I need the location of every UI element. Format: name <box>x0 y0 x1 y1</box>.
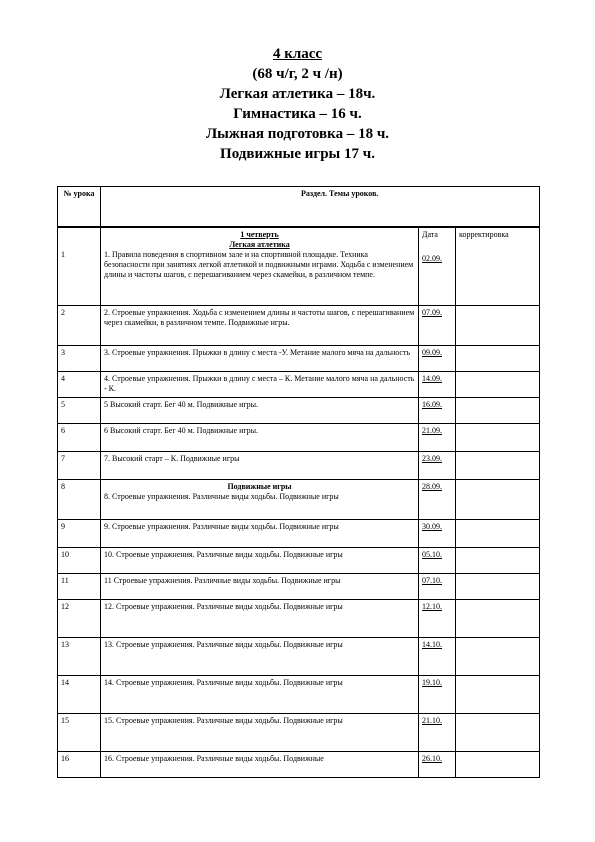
table-row <box>58 306 540 346</box>
correction-cell <box>456 480 540 520</box>
table-row <box>58 424 540 452</box>
lesson-topic-text: 8. Строевые упражнения. Различные виды ходьбы. Подвижные игры <box>104 492 339 501</box>
lesson-topic: 6 Высокий старт. Бег 40 м. Подвижные игры. <box>101 424 419 452</box>
lesson-topic: 14. Строевые упражнения. Различные виды ходьбы. Подвижные игры <box>101 676 419 714</box>
lesson-topic: 13. Строевые упражнения. Различные виды ходьбы. Подвижные игры <box>101 638 419 676</box>
correction-cell <box>456 752 540 778</box>
correction-cell <box>456 452 540 480</box>
grade-title: 4 класс <box>272 46 323 62</box>
lesson-num: 10 <box>58 548 101 574</box>
lesson-topic: 4. Строевые упражнения. Прыжки в длину с места – К. Метание малого мяча на дальность - К. <box>101 372 419 398</box>
gymnastics-hours: Гимнастика – 16 ч. <box>233 106 362 122</box>
lesson-topic-text: 1. Правила поведения в спортивном зале и на спортивной площадке. Техника безопасности при занятиях легкой атлетикой и подвижными играми. Ходьба с изменением длины и частоты шагов, с перешагиванием через скамейки, в различном темпе. <box>104 250 414 279</box>
lesson-num: 12 <box>58 600 101 638</box>
lesson-topic: 7. Высокий старт – К. Подвижные игры <box>101 452 419 480</box>
lesson-date: 28.09. <box>419 480 456 520</box>
lesson-topic: 5 Высокий старт. Бег 40 м. Подвижные игры. <box>101 398 419 424</box>
correction-cell <box>456 676 540 714</box>
lesson-date: 23.09. <box>419 452 456 480</box>
hours-line: (68 ч/г, 2 ч /н) <box>252 66 343 82</box>
correction-header: корректировка <box>456 228 540 306</box>
table-row <box>58 676 540 714</box>
lesson-topic: 15. Строевые упражнения. Различные виды ходьбы. Подвижные игры <box>101 714 419 752</box>
lesson-topic: 12. Строевые упражнения. Различные виды ходьбы. Подвижные игры <box>101 600 419 638</box>
document-header <box>0 44 595 164</box>
lesson-topic: 9. Строевые упражнения. Различные виды ходьбы. Подвижные игры <box>101 520 419 548</box>
section-title: Легкая атлетика <box>229 240 290 249</box>
table-row <box>58 574 540 600</box>
table-row <box>58 600 540 638</box>
lesson-date: 16.09. <box>419 398 456 424</box>
lesson-num: 16 <box>58 752 101 778</box>
table-row <box>58 372 540 398</box>
lesson-topic: 2. Строевые упражнения. Ходьба с изменением длины и частоты шагов, с перешагиванием через скамейки, в различном темпе. Подвижные игры. <box>101 306 419 346</box>
correction-cell <box>456 638 540 676</box>
games-hours: Подвижные игры 17 ч. <box>220 146 375 162</box>
correction-cell <box>456 600 540 638</box>
correction-cell <box>456 574 540 600</box>
lesson-date: 14.10. <box>419 638 456 676</box>
table-row <box>58 714 540 752</box>
lesson-num: 2 <box>58 306 101 346</box>
lesson-num: 4 <box>58 372 101 398</box>
lesson-num: 11 <box>58 574 101 600</box>
correction-cell <box>456 520 540 548</box>
athletics-hours: Легкая атлетика – 18ч. <box>219 86 376 102</box>
correction-cell <box>456 398 540 424</box>
date-header: Дата <box>422 230 438 239</box>
lesson-num: 14 <box>58 676 101 714</box>
lesson-num: 1 <box>58 228 101 306</box>
table-row <box>58 520 540 548</box>
table-header-row <box>58 187 540 227</box>
lesson-topic <box>101 480 419 520</box>
col-header-topic: Раздел. Темы уроков. <box>101 187 540 227</box>
lesson-date: 30.09. <box>419 520 456 548</box>
lesson-date: 12.10. <box>419 600 456 638</box>
lesson-num: 9 <box>58 520 101 548</box>
correction-cell <box>456 346 540 372</box>
correction-cell <box>456 372 540 398</box>
correction-cell <box>456 424 540 452</box>
table-row <box>58 752 540 778</box>
lesson-num: 3 <box>58 346 101 372</box>
date-cell <box>419 228 456 306</box>
lesson-date: 21.10. <box>419 714 456 752</box>
lesson-date: 07.10. <box>419 574 456 600</box>
quarter-title: 1 четверть <box>240 230 279 239</box>
table-row <box>58 452 540 480</box>
lesson-topic <box>101 228 419 306</box>
lesson-plan-table <box>57 186 540 778</box>
correction-cell <box>456 306 540 346</box>
lesson-date: 21.09. <box>419 424 456 452</box>
table-row <box>58 346 540 372</box>
lesson-topic: 10. Строевые упражнения. Различные виды ходьбы. Подвижные игры <box>101 548 419 574</box>
lesson-topic: 11 Строевые упражнения. Различные виды ходьбы. Подвижные игры <box>101 574 419 600</box>
lesson-topic: 16. Строевые упражнения. Различные виды ходьбы. Подвижные <box>101 752 419 778</box>
lesson-num: 6 <box>58 424 101 452</box>
lesson-date: 19.10. <box>419 676 456 714</box>
lesson-num: 7 <box>58 452 101 480</box>
lesson-num: 15 <box>58 714 101 752</box>
lesson-num: 8 <box>58 480 101 520</box>
table-row <box>58 398 540 424</box>
table-row <box>58 228 540 306</box>
lesson-date: 05.10. <box>419 548 456 574</box>
lesson-topic: 3. Строевые упражнения. Прыжки в длину с места -У. Метание малого мяча на дальность <box>101 346 419 372</box>
correction-cell <box>456 548 540 574</box>
table-row <box>58 480 540 520</box>
lesson-date: 26.10. <box>419 752 456 778</box>
lesson-date: 09.09. <box>419 346 456 372</box>
skiing-hours: Лыжная подготовка – 18 ч. <box>205 126 390 142</box>
lesson-num: 5 <box>58 398 101 424</box>
col-header-num: № урока <box>58 187 101 227</box>
correction-cell <box>456 714 540 752</box>
table-row <box>58 548 540 574</box>
lesson-date: 14.09. <box>419 372 456 398</box>
section-title: Подвижные игры <box>227 482 292 491</box>
table-row <box>58 638 540 676</box>
lesson-date: 07.09. <box>419 306 456 346</box>
lesson-date: 02.09. <box>422 254 442 263</box>
lesson-num: 13 <box>58 638 101 676</box>
